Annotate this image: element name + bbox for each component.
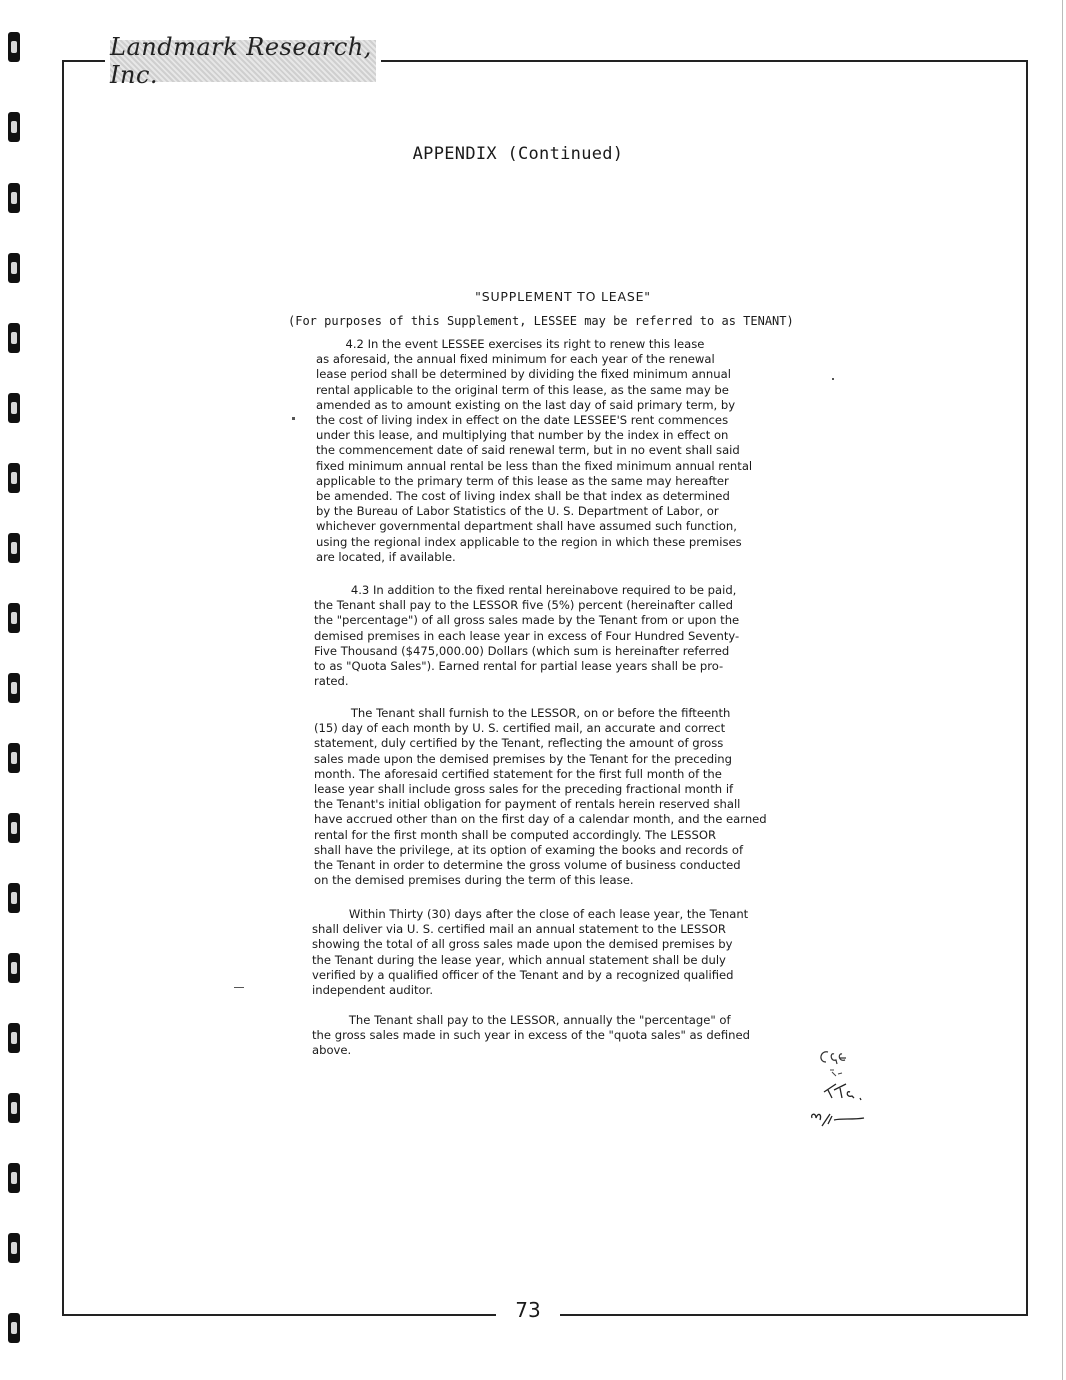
paragraph-line: whichever governmental department shall have assumed such function, — [316, 519, 737, 534]
paragraph-line: The Tenant shall furnish to the LESSOR, on or before the fifteenth — [314, 706, 731, 720]
binder-hole — [8, 1093, 20, 1123]
paragraph-line: rental for the first month shall be computed accordingly. The LESSOR — [314, 827, 717, 842]
paragraph-line: the commencement date of said renewal term, but in no event shall said — [316, 443, 740, 458]
binder-hole — [8, 323, 20, 353]
binder-hole — [8, 463, 20, 493]
paragraph-line: shall have the privilege, at its option of examing the books and records of — [314, 842, 744, 857]
paragraph-annual-statement — [312, 907, 842, 998]
paragraph-line: month. The aforesaid certified statement for the first full month of the — [314, 766, 722, 781]
paragraph-line: on the demised premises during the term of this lease. — [314, 873, 634, 888]
paragraph-line: rated. — [314, 674, 349, 689]
binder-hole — [8, 393, 20, 423]
paragraph-line: under this lease, and multiplying that number by the index in effect on — [316, 428, 729, 443]
paragraph-line: Five Thousand ($475,000.00) Dollars (which sum is hereinafter referred — [314, 643, 730, 658]
binder-hole — [8, 183, 20, 213]
stray-mark — [292, 417, 295, 420]
stray-mark — [832, 378, 834, 380]
paragraph-line: showing the total of all gross sales made upon the demised premises by — [312, 937, 733, 952]
binder-hole — [8, 32, 20, 62]
paragraph-line: The Tenant shall pay to the LESSOR, annually the "percentage" of — [312, 1013, 731, 1027]
binder-hole — [8, 813, 20, 843]
paragraph-line: sales made upon the demised premises by the Tenant for the preceding — [314, 751, 733, 766]
paragraph-line: fixed minimum annual rental be less than the fixed minimum annual rental — [316, 458, 753, 473]
supplement-title: "SUPPLEMENT TO LEASE" — [475, 289, 651, 304]
paragraph-line: the Tenant in order to determine the gross volume of business conducted — [314, 858, 741, 873]
paragraph-line: the cost of living index in effect on the date LESSEE'S rent commences — [316, 413, 729, 428]
binder-hole — [8, 253, 20, 283]
paragraph-line: are located, if available. — [316, 549, 456, 564]
logo-text: Landmark Research, Inc. — [110, 33, 372, 89]
supplement-note: (For purposes of this Supplement, LESSEE may be referred to as TENANT) — [288, 314, 794, 328]
binder-hole — [8, 1233, 20, 1263]
paragraph-line: (15) day of each month by U. S. certified mail, an accurate and correct — [314, 721, 726, 736]
paragraph-4-3 — [314, 583, 834, 689]
paragraph-4-2 — [316, 337, 836, 565]
paragraph-line: the Tenant shall pay to the LESSOR five (5%) percent (hereinafter called — [314, 598, 733, 613]
binder-hole — [8, 673, 20, 703]
paragraph-line: shall deliver via U. S. certified mail an annual statement to the LESSOR — [312, 922, 726, 937]
paragraph-line: the Tenant's initial obligation for payment of rentals herein reserved shall — [314, 797, 741, 812]
paragraph-line: above. — [312, 1043, 352, 1058]
page-number: 73 — [515, 1298, 541, 1322]
paragraph-line: 4.2 In the event LESSEE exercises its right to renew this lease — [316, 337, 705, 351]
binder-hole — [8, 1163, 20, 1193]
paragraph-line: 4.3 In addition to the fixed rental hereinabove required to be paid, — [314, 583, 737, 597]
binder-holes — [8, 0, 22, 1380]
stray-mark — [234, 987, 244, 988]
paragraph-annual-percentage — [312, 1013, 842, 1059]
binder-hole — [8, 533, 20, 563]
paragraph-line: to as "Quota Sales"). Earned rental for partial lease years shall be pro- — [314, 659, 724, 674]
binder-hole — [8, 743, 20, 773]
paragraph-line: the Tenant during the lease year, which annual statement shall be duly — [312, 952, 726, 967]
binder-hole — [8, 953, 20, 983]
paragraph-line: as aforesaid, the annual fixed minimum for each year of the renewal — [316, 352, 715, 367]
binder-hole — [8, 603, 20, 633]
page-edge — [1062, 0, 1063, 1380]
paragraph-line: lease year shall include gross sales for the preceding fractional month if — [314, 782, 734, 797]
binder-hole — [8, 883, 20, 913]
paragraph-line: have accrued other than on the first day of a calendar month, and the earned — [314, 812, 767, 827]
paragraph-line: verified by a qualified officer of the Tenant and by a recognized qualified — [312, 967, 734, 982]
paragraph-line: statement, duly certified by the Tenant, reflecting the amount of gross — [314, 736, 724, 751]
paragraph-monthly-statement — [314, 706, 844, 888]
paragraph-line: the gross sales made in such year in excess of the "quota sales" as defined — [312, 1028, 751, 1043]
paragraph-line: rental applicable to the original term of this lease, as the same may be — [316, 382, 729, 397]
company-logo — [110, 33, 376, 89]
appendix-title: APPENDIX (Continued) — [412, 144, 624, 164]
paragraph-line: Within Thirty (30) days after the close of each lease year, the Tenant — [312, 907, 749, 921]
paragraph-line: using the regional index applicable to the region in which these premises — [316, 534, 742, 549]
binder-hole — [8, 1313, 20, 1343]
paragraph-line: be amended. The cost of living index shall be that index as determined — [316, 489, 730, 504]
binder-hole — [8, 1023, 20, 1053]
paragraph-line: demised premises in each lease year in excess of Four Hundred Seventy- — [314, 628, 740, 643]
paragraph-line: by the Bureau of Labor Statistics of the U. S. Department of Labor, or — [316, 504, 719, 519]
binder-hole — [8, 112, 20, 142]
handwritten-initials — [790, 1040, 880, 1130]
paragraph-line: applicable to the primary term of this lease as the same may hereafter — [316, 473, 729, 488]
paragraph-line: independent auditor. — [312, 983, 434, 998]
paragraph-line: amended as to amount existing on the last day of said primary term, by — [316, 397, 736, 412]
paragraph-line: lease period shall be determined by dividing the fixed minimum annual — [316, 367, 731, 382]
paragraph-line: the "percentage") of all gross sales made by the Tenant from or upon the — [314, 613, 740, 628]
